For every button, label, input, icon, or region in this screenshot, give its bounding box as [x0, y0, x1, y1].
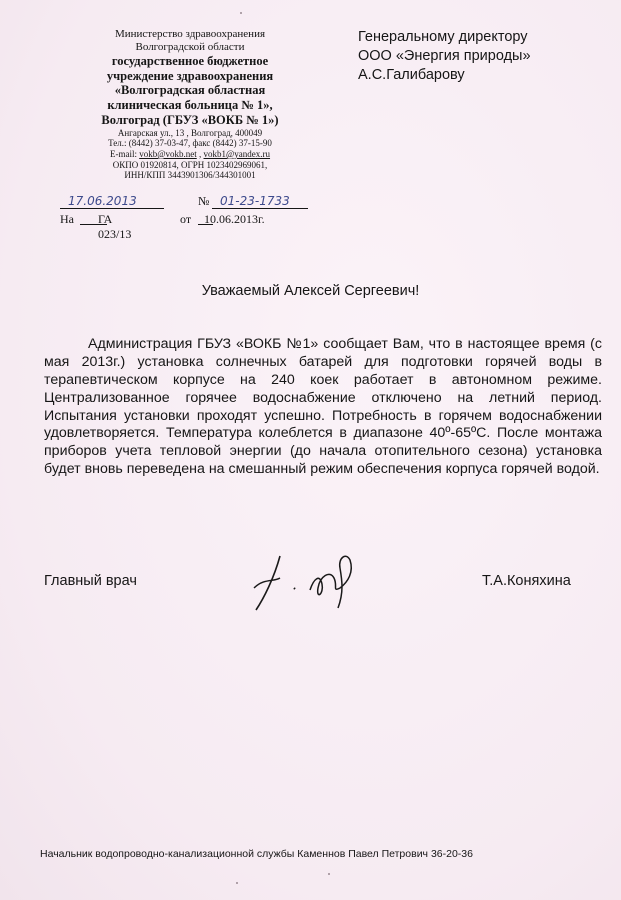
reference-number: ГА 023/13	[98, 212, 132, 241]
handwritten-signature	[250, 548, 370, 623]
footer-contact: Начальник водопроводно-канализационной службы Каменнов Павел Петрович 36-20-36	[40, 848, 473, 860]
greeting: Уважаемый Алексей Сергеевич!	[201, 283, 420, 299]
registration-no-label: №	[198, 194, 210, 208]
email-label: E-mail:	[109, 148, 140, 159]
letterhead-org-line2: учреждение здравоохранения	[106, 68, 274, 83]
email-link-1[interactable]: vokb@vokb.net	[139, 148, 197, 159]
letterhead	[70, 28, 310, 181]
signatory-name: Т.А.Коняхина	[482, 573, 571, 589]
signatory-title: Главный врач	[44, 573, 137, 589]
addressee-line1: Генеральному директору	[358, 29, 528, 45]
letterhead-org-line3: «Волгоградская областная	[114, 83, 266, 98]
letterhead-org-line4: клиническая больница № 1»,	[107, 98, 273, 113]
letterhead-email	[70, 149, 310, 160]
reference-ot-label: от	[180, 212, 192, 226]
addressee-line3: А.С.Галибарову	[358, 66, 465, 83]
addressee-line2: ООО «Энергия природы»	[358, 47, 531, 64]
letterhead-region: Волгоградской области	[135, 40, 245, 53]
addressee-block	[358, 28, 531, 85]
letterhead-ministry: Министерство здравоохранения	[114, 28, 266, 40]
letterhead-org-line5: Волгоград (ГБУЗ «ВОКБ № 1»)	[101, 112, 279, 127]
reference-date: 10.06.2013г.	[204, 212, 265, 226]
registration-number-handwritten: 01-23-1733	[220, 194, 290, 208]
email-separator: ,	[196, 148, 204, 159]
scan-speck	[240, 12, 242, 14]
letterhead-inn: ИНН/КПП 3443901306/344301001	[124, 170, 256, 181]
letter-body: Администрация ГБУЗ «ВОКБ №1» сообщает Вам, что в настоящее время (с мая 2013г.) установка солнечных батарей для подготовки горячей воды в терапевтическом корпусе на 240 коек работает в автономном режиме. Централизованное горячее водоснабжение отключено на летний период. Испытания установки проходят успешно. Потребность в горячем водоснабжении удовлетворяется. Температура колеблется в диапазоне 40º-65ºС. После монтажа приборов учета тепловой энергии (до начала отопительного сезона) установка будет вновь переведена на смешанный режим обеспечения корпуса горячей водой.	[44, 336, 602, 478]
date-underline	[60, 208, 164, 209]
letterhead-okpo: ОКПО 01920814, ОГРН 1023402969061,	[112, 159, 268, 170]
scan-speck	[236, 882, 238, 884]
registration-date-handwritten: 17.06.2013	[68, 194, 137, 208]
email-link-2[interactable]: vokb1@yandex.ru	[203, 148, 271, 159]
letterhead-org-line1: государственное бюджетное	[111, 53, 269, 68]
reference-na-label: На	[60, 212, 74, 226]
scan-speck	[328, 873, 330, 875]
letterhead-address: Ангарская ул., 13 , Волгоград, 400049	[117, 127, 263, 138]
number-underline	[212, 208, 308, 209]
letterhead-phones: Тел.: (8442) 37-03-47, факс (8442) 37-15-90	[108, 138, 272, 149]
